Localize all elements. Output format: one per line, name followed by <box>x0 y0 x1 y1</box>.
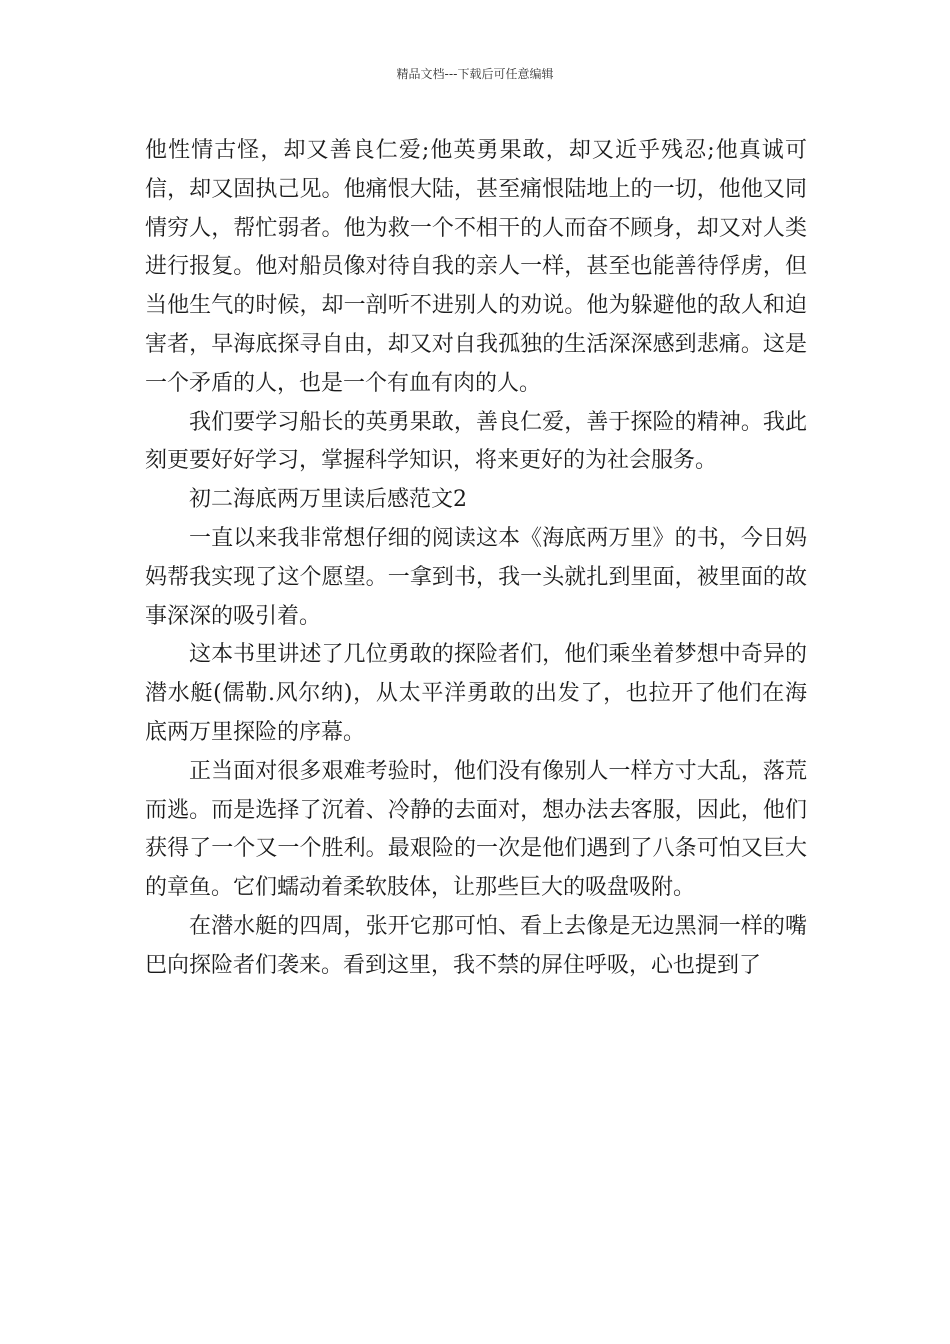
page-header: 精品文档---下载后可任意编辑 <box>396 67 554 81</box>
paragraph-3: 一直以来我非常想仔细的阅读这本《海底两万里》的书，今日妈妈帮我实现了这个愿望。一拿到书，我一头就扎到里面，被里面的故事深深的吸引着。 <box>145 525 807 629</box>
paragraph-2: 我们要学习船长的英勇果敢，善良仁爱，善于探险的精神。我此刻更要好好学习，掌握科学知识，将来更好的为社会服务。 <box>145 409 807 474</box>
document-body <box>145 132 807 986</box>
paragraph-1: 他性情古怪，却又善良仁爱;他英勇果敢，却又近乎残忍;他真诚可信，却又固执己见。他痛恨大陆，甚至痛恨陆地上的一切，他他又同情穷人，帮忙弱者。他为救一个不相干的人而奋不顾身，却又对人类进行报复。他对船员像对待自我的亲人一样，甚至也能善待俘虏，但当他生气的时候，却一剖听不进别人的劝说。他为躲避他的敌人和迫害者，早海底探寻自由，却又对自我孤独的生活深深感到悲痛。这是一个矛盾的人，也是一个有血有肉的人。 <box>145 138 807 396</box>
paragraph-5: 正当面对很多艰难考验时，他们没有像别人一样方寸大乱，落荒而逃。而是选择了沉着、冷静的去面对，想办法去客服，因此，他们获得了一个又一个胜利。最艰险的一次是他们遇到了八条可怕又巨大的章鱼。它们蠕动着柔软肢体，让那些巨大的吸盘吸附。 <box>145 758 807 901</box>
paragraph-6: 在潜水艇的四周，张开它那可怕、看上去像是无边黑洞一样的嘴巴向探险者们袭来。看到这里，我不禁的屏住呼吸，心也提到了 <box>145 913 807 978</box>
paragraph-4: 这本书里讲述了几位勇敢的探险者们，他们乘坐着梦想中奇异的潜水艇(儒勒.风尔纳)，从太平洋勇敢的出发了，也拉开了他们在海底两万里探险的序幕。 <box>145 642 807 745</box>
section-heading: 初二海底两万里读后感范文2 <box>189 487 467 513</box>
